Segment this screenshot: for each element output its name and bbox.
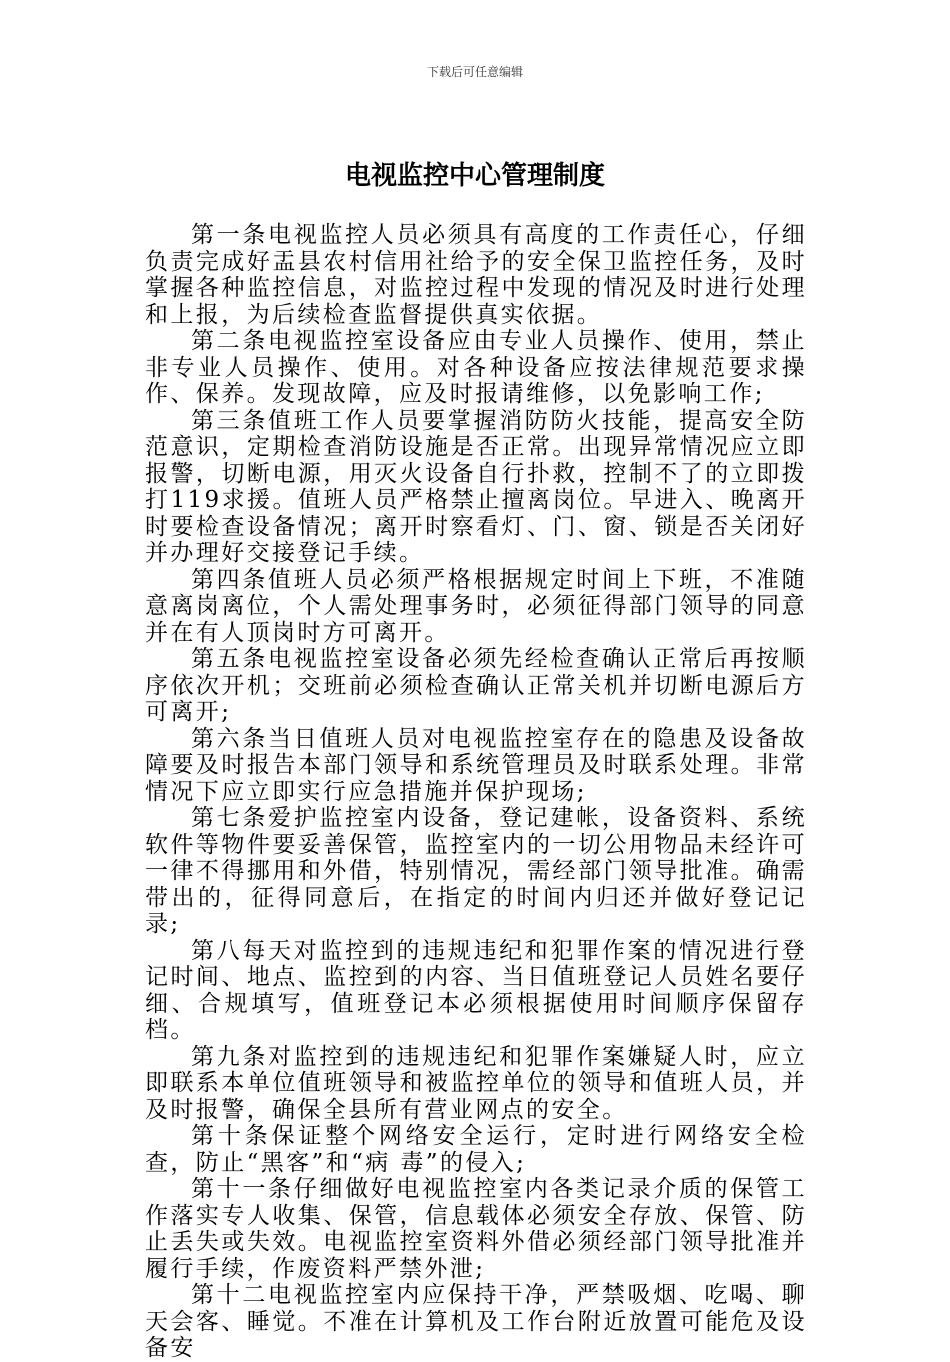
document-body bbox=[145, 222, 807, 1362]
article-paragraph: 第二条电视监控室设备应由专业人员操作、使用，禁止非专业人员操作、使用。对各种设备应按法律规范要求操作、保养。发现故障，应及时报请维修，以免影响工作; bbox=[145, 328, 807, 407]
page-header: 下载后可任意编辑 bbox=[426, 65, 523, 79]
article-paragraph: 第十二电视监控室内应保持干净，严禁吸烟、吃喝、聊天会客、睡觉。不准在计算机及工作台附近放置可能危及设备安 bbox=[145, 1282, 807, 1361]
article-paragraph: 第七条爱护监控室内设备，登记建帐，设备资料、系统软件等物件要妥善保管，监控室内的一切公用物品未经许可一律不得挪用和外借，特别情况，需经部门领导批准。确需带出的，征得同意后，在指定的时间内归还并做好登记记录; bbox=[145, 805, 807, 937]
document-title: 电视监控中心管理制度 bbox=[344, 161, 605, 191]
article-paragraph: 第六条当日值班人员对电视监控室存在的隐患及设备故障要及时报告本部门领导和系统管理员及时联系处理。非常情况下应立即实行应急措施并保护现场; bbox=[145, 725, 807, 805]
article-paragraph: 第八每天对监控到的违规违纪和犯罪作案的情况进行登记时间、地点、监控到的内容、当日值班登记人员姓名要仔细、合规填写，值班登记本必须根据使用时间顺序保留存档。 bbox=[145, 937, 807, 1043]
article-paragraph: 第三条值班工作人员要掌握消防防火技能，提高安全防范意识，定期检查消防设施是否正常。出现异常情况应立即报警，切断电源，用灭火设备自行扑救，控制不了的立即拨打119求援。值班人员严格禁止擅离岗位。早进入、晚离开时要检查设备情况；离开时察看灯、门、窗、锁是否关闭好并办理好交接登记手续。 bbox=[145, 407, 807, 566]
article-paragraph: 第九条对监控到的违规违纪和犯罪作案嫌疑人时，应立即联系本单位值班领导和被监控单位的领导和值班人员，并及时报警，确保全县所有营业网点的安全。 bbox=[145, 1043, 807, 1123]
article-paragraph: 第一条电视监控人员必须具有高度的工作责任心，仔细负责完成好盂县农村信用社给予的安全保卫监控任务，及时掌握各种监控信息，对监控过程中发现的情况及时进行处理和上报，为后续检查监督提供真实依据。 bbox=[145, 222, 807, 328]
article-paragraph: 第四条值班人员必须严格根据规定时间上下班，不准随意离岗离位，个人需处理事务时，必须征得部门领导的同意并在有人顶岗时方可离开。 bbox=[145, 566, 807, 646]
article-paragraph: 第五条电视监控室设备必须先经检查确认正常后再按顺序依次开机；交班前必须检查确认正常关机并切断电源后方可离开; bbox=[145, 646, 807, 725]
article-paragraph: 第十一条仔细做好电视监控室内各类记录介质的保管工作落实专人收集、保管，信息载体必须安全存放、保管、防止丢失或失效。电视监控室资料外借必须经部门领导批准并履行手续，作废资料严禁外泄; bbox=[145, 1176, 807, 1282]
article-paragraph: 第十条保证整个网络安全运行，定时进行网络安全检查，防止“黑客”和“病 毒”的侵入; bbox=[145, 1123, 807, 1176]
